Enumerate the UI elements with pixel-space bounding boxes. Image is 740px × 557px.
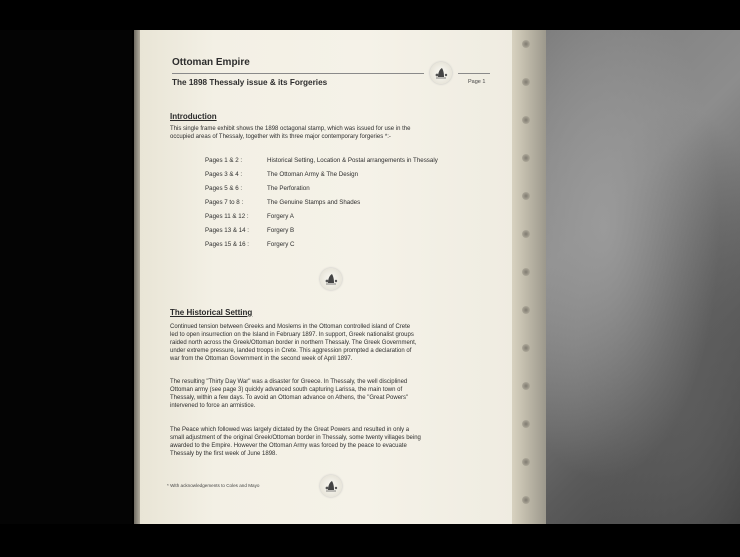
- toc-pages: Pages 15 & 16 :: [205, 241, 250, 248]
- toc-row: [205, 199, 360, 206]
- historical-p3-line: The Peace which followed was largely dictated by the Great Powers and resulted in only a: [170, 427, 410, 433]
- ottoman-emblem-icon: [430, 62, 452, 84]
- historical-p1-line: under extreme pressure, landed troops in Crete. This aggression prompted a declaration of: [170, 348, 412, 354]
- ottoman-emblem-icon: [320, 475, 342, 497]
- toc-pages: Pages 3 & 4 :: [205, 171, 243, 178]
- footnote: * With acknowledgements to Coles and Mayo: [167, 483, 260, 488]
- toc-pages: Pages 1 & 2 :: [205, 157, 243, 164]
- historical-p2-line: Ottoman army (see page 3) quickly advanced south capturing Larissa, the main town of: [170, 387, 403, 393]
- introduction-line: occupied areas of Thessaly, together with its three major contemporary forgeries *:-: [170, 134, 391, 140]
- binder-hole: [522, 306, 530, 314]
- binder-hole: [522, 344, 530, 352]
- ottoman-emblem-icon: [320, 268, 342, 290]
- binder-hole: [522, 78, 530, 86]
- historical-p2-line: The resulting "Thirty Day War" was a disaster for Greece. In Thessaly, the well disciplined: [170, 379, 408, 385]
- historical-p1-line: war from the Ottoman Government in the second week of April 1897.: [170, 356, 353, 362]
- toc-topic: Historical Setting, Location & Postal arrangements in Thessaly: [267, 157, 438, 164]
- page-title: Ottoman Empire: [172, 57, 250, 68]
- toc-row: [205, 157, 438, 164]
- historical-heading: The Historical Setting: [170, 308, 253, 317]
- binder-hole: [522, 496, 530, 504]
- binder-hole: [522, 268, 530, 276]
- toc-topic: Forgery A: [267, 213, 294, 220]
- binder-strip: [512, 30, 546, 524]
- page-number: Page 1: [468, 79, 486, 85]
- toc-row: [205, 241, 295, 248]
- historical-p1-line: raided north across the Greek/Ottoman border in northern Thessaly. The Greek Government,: [170, 340, 417, 346]
- toc-pages: Pages 7 to 8 :: [205, 199, 244, 206]
- toc-topic: The Ottoman Army & The Design: [267, 171, 359, 178]
- toc-row: [205, 227, 294, 234]
- background-right-textured: [545, 30, 740, 524]
- historical-p2-line: intervened to force an armistice.: [170, 403, 256, 409]
- binder-hole: [522, 382, 530, 390]
- introduction-line: This single frame exhibit shows the 1898 octagonal stamp, which was issued for use in the: [170, 126, 411, 132]
- toc-pages: Pages 11 & 12 :: [205, 213, 249, 220]
- toc-topic: Forgery B: [267, 227, 295, 234]
- binder-hole: [522, 154, 530, 162]
- historical-p1-line: led to open insurrection on the Island in February 1897. In support, Greek nationalist groups: [170, 332, 414, 338]
- binder-hole: [522, 458, 530, 466]
- introduction-heading: Introduction: [170, 112, 217, 121]
- binder-hole: [522, 116, 530, 124]
- toc-pages: Pages 5 & 6 :: [205, 185, 243, 192]
- toc-row: [205, 171, 358, 178]
- binder-hole: [522, 230, 530, 238]
- binder-hole: [522, 40, 530, 48]
- historical-p2-line: Thessaly, within a few days. To avoid an Ottoman advance on Athens, the "Great Powers": [170, 395, 409, 401]
- toc-row: [205, 185, 310, 192]
- binder-hole: [522, 420, 530, 428]
- binder-hole: [522, 192, 530, 200]
- toc-topic: The Perforation: [267, 185, 310, 192]
- page-subtitle: The 1898 Thessaly issue & its Forgeries: [172, 78, 328, 87]
- background-bottom: [0, 524, 740, 557]
- historical-p1-line: Continued tension between Greeks and Moslems in the Ottoman controlled island of Crete: [170, 324, 411, 330]
- toc-pages: Pages 13 & 14 :: [205, 227, 250, 234]
- toc-topic: The Genuine Stamps and Shades: [267, 199, 361, 206]
- toc-topic: Forgery C: [267, 241, 295, 248]
- background-top: [0, 0, 740, 30]
- historical-p3-line: Thessaly by the first week of June 1898.: [170, 451, 278, 457]
- header-rule: [172, 73, 424, 74]
- historical-p3-line: small adjustment of the original Greek/Ottoman border in Thessaly, some twenty villages being: [170, 435, 421, 441]
- historical-p3-line: awarded to the Empire. However the Ottoman Army was forced by the peace to evacuate: [170, 443, 407, 449]
- header-rule-right: [458, 73, 490, 74]
- toc-row: [205, 213, 294, 220]
- background-left: [0, 30, 132, 524]
